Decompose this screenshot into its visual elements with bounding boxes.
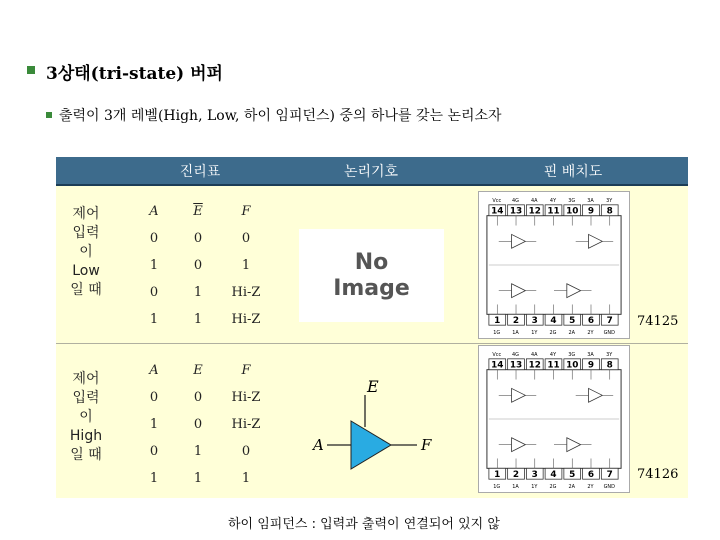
input-label: A xyxy=(313,436,324,454)
header-blank-cell xyxy=(56,157,116,184)
cell: 0 xyxy=(193,417,203,432)
output-label: F xyxy=(421,436,432,454)
gate-buffer xyxy=(567,438,581,452)
table-row xyxy=(132,465,272,492)
pin-number: 7 xyxy=(606,470,613,481)
cell: 1 xyxy=(241,258,251,273)
pin-number: 10 xyxy=(566,206,579,217)
pin-name: 1Y xyxy=(531,484,538,491)
condition-line: 입력 xyxy=(72,225,100,241)
cell: 0 xyxy=(193,231,203,246)
pin-name: 2A xyxy=(568,330,576,337)
pin-number: 11 xyxy=(547,206,560,217)
condition-line: 일 때 xyxy=(70,447,102,463)
pin-name: GND xyxy=(603,330,615,337)
header-pinout: 핀 배치도 xyxy=(458,157,688,184)
pin-number: 14 xyxy=(491,360,504,371)
pin-number: 12 xyxy=(528,206,541,217)
header-truth-table: 진리표 xyxy=(116,157,284,184)
pin-number: 4 xyxy=(550,470,557,481)
pin-name: Vcc xyxy=(492,197,502,204)
sub-bullet-icon xyxy=(46,112,52,118)
header-logic-symbol: 논리기호 xyxy=(284,157,458,184)
cell: 0 xyxy=(193,390,203,405)
pinout-diagram-74125 xyxy=(478,191,630,339)
cell: 1 xyxy=(193,471,203,486)
cell: 1 xyxy=(149,417,159,432)
table-row xyxy=(132,411,272,438)
table-row xyxy=(132,279,272,306)
cell: 0 xyxy=(241,231,251,246)
pin-number: 1 xyxy=(494,316,501,327)
pin-name: 4A xyxy=(531,351,538,358)
pin-number: 13 xyxy=(509,206,523,217)
condition-line: 이 xyxy=(79,409,93,425)
pin-name: 2Y xyxy=(587,330,594,337)
pin-name: 1G xyxy=(493,330,501,337)
gate-buffer xyxy=(567,284,581,298)
gate-buffer xyxy=(512,388,526,402)
chip-label-74125: 74125 xyxy=(637,314,679,329)
table-row xyxy=(132,438,272,465)
cell: 1 xyxy=(241,471,251,486)
enable-label: E xyxy=(367,377,379,396)
cell: 1 xyxy=(193,444,203,459)
pin-name: 4Y xyxy=(549,197,557,204)
pin-number: 6 xyxy=(587,470,595,481)
cell: 1 xyxy=(149,471,159,486)
gate-buffer xyxy=(512,284,526,298)
pin-name: 1A xyxy=(512,330,519,337)
pin-number: 5 xyxy=(569,316,576,327)
cell: 1 xyxy=(193,312,203,327)
cell: 1 xyxy=(149,312,159,327)
condition-line: 입력 xyxy=(72,390,100,406)
condition-line: 제어 xyxy=(72,371,100,387)
pin-number: 7 xyxy=(606,316,613,327)
pin-name: 4Y xyxy=(549,351,557,358)
col-e-bar: $\overline{E}$ xyxy=(193,204,203,219)
gate-buffer xyxy=(589,234,603,248)
pin-name: 3A xyxy=(587,197,594,204)
chip-label-74126: 74126 xyxy=(637,467,679,482)
pin-number: 9 xyxy=(587,206,595,217)
section-divider xyxy=(56,343,688,344)
col-f: F xyxy=(241,363,251,378)
col-f: F xyxy=(241,204,251,219)
gate-buffer xyxy=(512,234,526,248)
pin-number: 8 xyxy=(606,206,613,217)
table-row xyxy=(132,384,272,411)
condition-label-low xyxy=(56,205,116,300)
pin-name: Vcc xyxy=(492,351,502,358)
col-a: A xyxy=(149,363,159,378)
pin-number: 5 xyxy=(569,470,576,481)
pin-name: 2Y xyxy=(587,484,594,491)
page-title: 3상태(tri-state) 버퍼 xyxy=(46,64,223,84)
pin-number: 14 xyxy=(491,206,504,217)
pin-name: 1G xyxy=(493,484,501,491)
col-a: A xyxy=(149,204,159,219)
no-image-text: Image xyxy=(333,275,410,301)
page-subtitle: 출력이 3개 레벨(High, Low, 하이 임피던스) 중의 하나를 갖는 논리소자 xyxy=(59,108,502,124)
pin-name: 4G xyxy=(512,197,520,204)
pin-name: 3A xyxy=(587,351,594,358)
condition-line: Low xyxy=(72,263,100,279)
table-row xyxy=(132,252,272,279)
condition-line: 이 xyxy=(79,244,93,260)
pinout-diagram-74126 xyxy=(478,345,630,493)
cell: 0 xyxy=(241,444,251,459)
truth-table-high xyxy=(132,357,272,492)
footnote: 하이 임피던스 : 입력과 출력이 연결되어 있지 않 xyxy=(228,517,500,532)
pin-name: 2G xyxy=(549,484,557,491)
pin-number: 1 xyxy=(494,470,501,481)
truth-table-low xyxy=(132,198,272,333)
cell: 1 xyxy=(193,285,203,300)
pin-number: 3 xyxy=(531,470,538,481)
cell: 0 xyxy=(149,444,159,459)
pin-name: 1A xyxy=(512,484,519,491)
pin-name: 1Y xyxy=(531,330,538,337)
cell: Hi-Z xyxy=(231,417,261,432)
pin-name: 3G xyxy=(568,351,576,358)
cell: 0 xyxy=(193,258,203,273)
no-image-placeholder xyxy=(299,229,444,322)
pin-name: 3G xyxy=(568,197,576,204)
pin-number: 2 xyxy=(512,470,520,481)
gate-buffer xyxy=(512,438,526,452)
buffer-triangle xyxy=(351,421,391,469)
pin-name: 3Y xyxy=(606,351,613,358)
col-e: E xyxy=(193,363,203,378)
table-row xyxy=(132,306,272,333)
no-image-text: No xyxy=(354,249,389,275)
gate-buffer xyxy=(589,388,603,402)
condition-line: 일 때 xyxy=(70,282,102,298)
pin-name: 2A xyxy=(568,484,576,491)
pin-name: GND xyxy=(603,484,615,491)
pin-number: 10 xyxy=(566,360,579,371)
truth-table-header-row xyxy=(132,198,272,225)
pin-number: 12 xyxy=(528,360,541,371)
bullet-icon xyxy=(27,66,35,74)
truth-table-header-row xyxy=(132,357,272,384)
pin-number: 2 xyxy=(512,316,520,327)
table-row xyxy=(132,225,272,252)
condition-line: High xyxy=(69,428,103,444)
pin-number: 13 xyxy=(509,360,523,371)
cell: Hi-Z xyxy=(231,312,261,327)
condition-label-high xyxy=(56,370,116,465)
pin-name: 2G xyxy=(549,330,557,337)
condition-line: 제어 xyxy=(72,206,100,222)
cell: Hi-Z xyxy=(231,390,261,405)
cell: 0 xyxy=(149,390,159,405)
cell: 0 xyxy=(149,231,159,246)
pin-number: 3 xyxy=(531,316,538,327)
cell: 0 xyxy=(149,285,159,300)
cell: Hi-Z xyxy=(231,285,261,300)
pin-number: 6 xyxy=(587,316,595,327)
pin-number: 11 xyxy=(547,360,560,371)
cell: 1 xyxy=(149,258,159,273)
pin-name: 4A xyxy=(531,197,538,204)
pin-number: 4 xyxy=(550,316,557,327)
pin-name: 4G xyxy=(512,351,520,358)
pin-number: 9 xyxy=(587,360,595,371)
tri-state-buffer-symbol xyxy=(305,375,445,485)
pin-number: 8 xyxy=(606,360,613,371)
pin-name: 3Y xyxy=(606,197,613,204)
